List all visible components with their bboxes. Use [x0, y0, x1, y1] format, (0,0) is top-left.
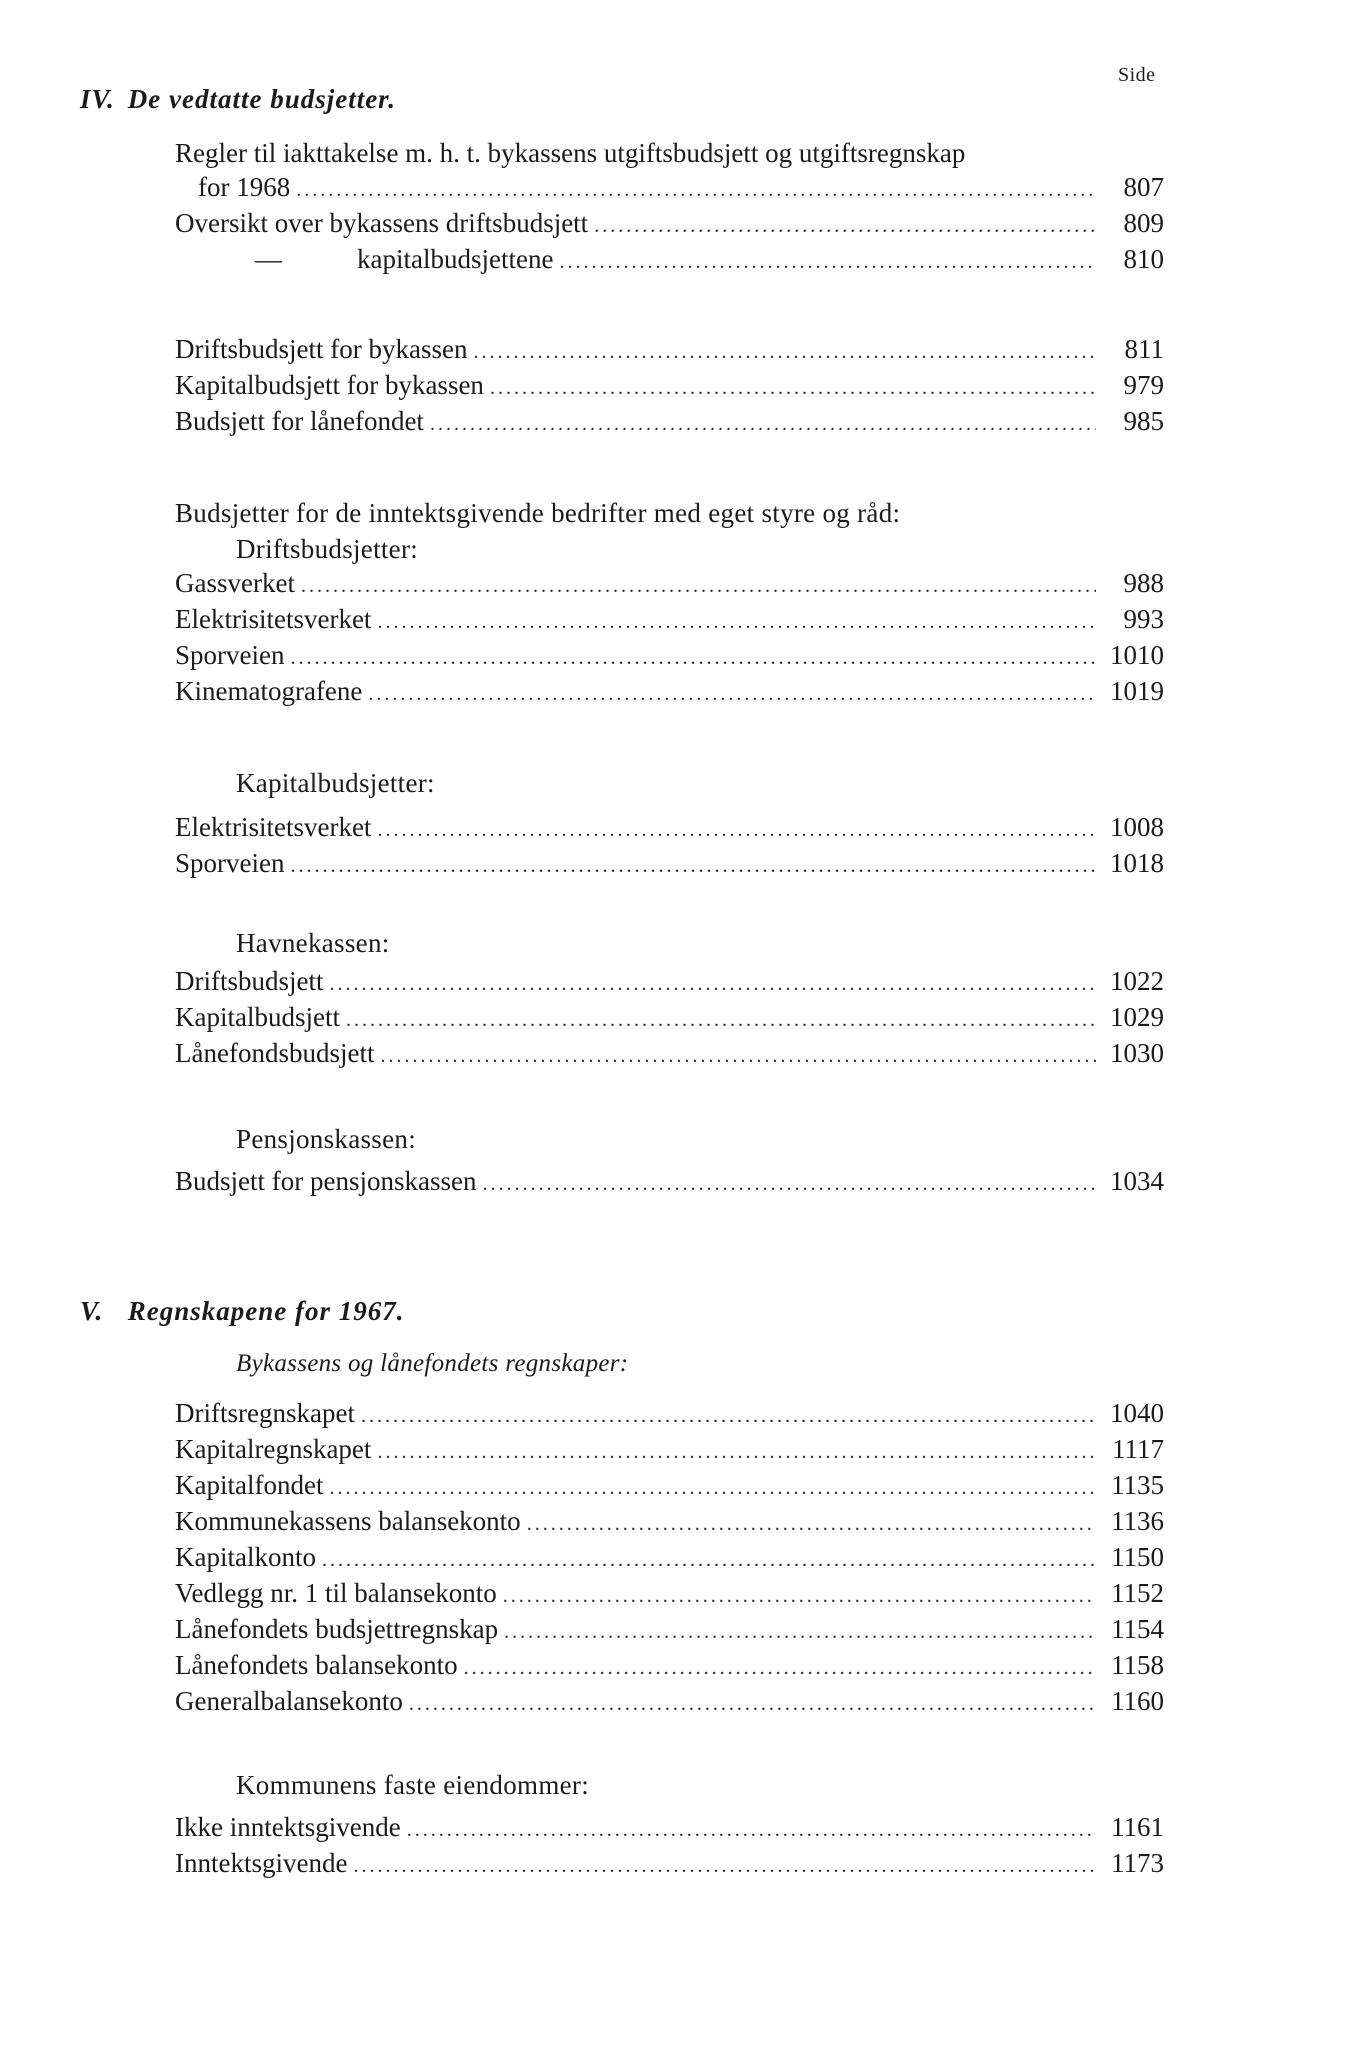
part-v-title: Regnskapene for 1967.: [127, 1296, 405, 1326]
toc-entry-label: Kapitalkonto: [175, 1542, 316, 1572]
toc-entry-label: Kapitalbudsjett for bykassen: [175, 370, 484, 400]
leader-dots: [361, 1405, 1096, 1428]
toc-entry-label: Driftsbudsjett: [175, 966, 324, 996]
toc-entry-label: Driftsbudsjett for bykassen: [175, 334, 468, 364]
leader-dots: [329, 1477, 1096, 1500]
toc-entry-label: Generalbalansekonto: [175, 1686, 403, 1716]
toc-entry[interactable]: [175, 1398, 1164, 1434]
toc-entry[interactable]: [175, 208, 1164, 244]
kapitalbudsjetter-heading: Kapitalbudsjetter:: [236, 768, 435, 798]
leader-dots: [409, 1693, 1096, 1716]
leader-dots: [473, 341, 1096, 364]
toc-entry-page: 979: [1123, 370, 1164, 400]
toc-entry-label: Lånefondets budsjettregnskap: [175, 1614, 499, 1644]
leader-dots: [559, 251, 1096, 274]
toc-entry-page: 1117: [1112, 1434, 1164, 1464]
toc-entry-page: 1010: [1110, 640, 1164, 670]
toc-entry-label: Budsjett for lånefondet: [175, 406, 424, 436]
toc-entry-label: Elektrisitetsverket: [175, 812, 372, 842]
toc-entry-page: 1158: [1111, 1650, 1164, 1680]
rules-intro-line: Regler til iakttakelse m. h. t. bykassens utgiftsbudsjett og utgiftsregnskap: [175, 138, 966, 168]
leader-dots: [504, 1621, 1096, 1644]
toc-entry[interactable]: [175, 812, 1164, 848]
toc-entry-label: kapitalbudsjettene: [357, 244, 554, 274]
toc-entry-page: 988: [1123, 568, 1164, 598]
toc-entry-label: Lånefondets balansekonto: [175, 1650, 458, 1680]
leader-dots: [353, 1855, 1096, 1878]
ditto-dash: —: [255, 244, 282, 274]
toc-entry-page: 1018: [1110, 848, 1164, 878]
leader-dots: [503, 1585, 1096, 1608]
toc-entry[interactable]: [175, 1434, 1164, 1470]
toc-entry-label: Sporveien: [175, 848, 285, 878]
toc-entry-page: 1008: [1110, 812, 1164, 842]
toc-entry[interactable]: [175, 406, 1164, 442]
bykasse-regnskaper-heading: Bykassens og lånefondets regnskaper:: [236, 1350, 629, 1377]
toc-entry[interactable]: [175, 370, 1164, 406]
leader-dots: [346, 1009, 1096, 1032]
toc-entry[interactable]: [175, 1650, 1164, 1686]
toc-entry[interactable]: [175, 966, 1164, 1002]
toc-entry-label: Lånefondsbudsjett: [175, 1038, 375, 1068]
toc-entry-label: Inntektsgivende: [175, 1848, 348, 1878]
leader-dots: [330, 973, 1097, 996]
leader-dots: [527, 1513, 1096, 1536]
leader-dots: [377, 1441, 1096, 1464]
toc-entry[interactable]: [175, 1166, 1164, 1202]
part-v-heading: [80, 1296, 405, 1327]
toc-entry[interactable]: [175, 244, 1164, 280]
toc-entry-page: 993: [1123, 604, 1164, 634]
toc-entry-page: 811: [1124, 334, 1164, 364]
toc-entry[interactable]: [175, 1038, 1164, 1074]
toc-entry-label: Budsjett for pensjonskassen: [175, 1166, 477, 1196]
toc-entry[interactable]: [175, 1578, 1164, 1614]
leader-dots: [380, 1045, 1096, 1068]
side-column-label: Side: [1118, 64, 1156, 86]
toc-entry-label: Driftsregnskapet: [175, 1398, 355, 1428]
leader-dots: [322, 1549, 1096, 1572]
toc-entry[interactable]: [175, 676, 1164, 712]
toc-entry-page: 1161: [1111, 1812, 1164, 1842]
leader-dots: [377, 819, 1096, 842]
leader-dots: [368, 683, 1096, 706]
toc-entry[interactable]: [175, 1542, 1164, 1578]
toc-entry-page: 1152: [1111, 1578, 1164, 1608]
toc-entry-page: 985: [1123, 406, 1164, 436]
toc-entry-label: Kapitalregnskapet: [175, 1434, 372, 1464]
toc-entry-label: Kinematografene: [175, 676, 363, 706]
leader-dots: [290, 647, 1096, 670]
toc-entry-page: 1030: [1110, 1038, 1164, 1068]
part-iv-heading: [80, 84, 396, 115]
toc-entry[interactable]: [175, 640, 1164, 676]
toc-entry-label: Oversikt over bykassens driftsbudsjett: [175, 208, 589, 238]
toc-entry-page: 1154: [1111, 1614, 1164, 1644]
toc-entry-label: Elektrisitetsverket: [175, 604, 372, 634]
toc-entry[interactable]: [198, 172, 1164, 208]
toc-entry-page: 1029: [1110, 1002, 1164, 1032]
toc-entry-label: Kapitalbudsjett: [175, 1002, 340, 1032]
toc-entry-label: Gassverket: [175, 568, 295, 598]
leader-dots: [407, 1819, 1096, 1842]
toc-entry-page: 1034: [1110, 1166, 1164, 1196]
faste-eiendommer-heading: Kommunens faste eiendommer:: [236, 1770, 590, 1800]
toc-entry[interactable]: [175, 1470, 1164, 1506]
toc-entry-page: 1019: [1110, 676, 1164, 706]
leader-dots: [490, 377, 1096, 400]
leader-dots: [430, 413, 1096, 436]
toc-entry-label: Sporveien: [175, 640, 285, 670]
part-iv-roman: IV.: [80, 84, 115, 114]
part-v-roman: V.: [80, 1296, 104, 1326]
toc-entry[interactable]: [175, 568, 1164, 604]
leader-dots: [290, 855, 1096, 878]
leader-dots: [482, 1173, 1096, 1196]
toc-entry-label: Ikke inntektsgivende: [175, 1812, 401, 1842]
pensjonskassen-heading: Pensjonskassen:: [236, 1124, 416, 1154]
leader-dots: [594, 215, 1096, 238]
toc-entry-page: 1173: [1111, 1848, 1164, 1878]
bedrifter-intro: Budsjetter for de inntektsgivende bedrifter med eget styre og råd:: [175, 498, 901, 528]
toc-entry[interactable]: [175, 1686, 1164, 1722]
toc-entry[interactable]: [175, 848, 1164, 884]
toc-entry[interactable]: [175, 1614, 1164, 1650]
toc-entry-label: Vedlegg nr. 1 til balansekonto: [175, 1578, 497, 1608]
driftsbudsjetter-heading: Driftsbudsjetter:: [236, 534, 419, 564]
toc-entry-label: Kapitalfondet: [175, 1470, 324, 1500]
toc-entry-page: 807: [1123, 172, 1164, 202]
toc-entry[interactable]: [175, 334, 1164, 370]
toc-entry[interactable]: [175, 604, 1164, 640]
leader-dots: [464, 1657, 1096, 1680]
toc-entry[interactable]: [175, 1812, 1164, 1848]
leader-dots: [296, 179, 1096, 202]
leader-dots: [301, 575, 1096, 598]
toc-entry-page: 1022: [1110, 966, 1164, 996]
toc-entry-page: 1040: [1110, 1398, 1164, 1428]
toc-entry-page: 809: [1123, 208, 1164, 238]
toc-entry-page: 1135: [1111, 1470, 1164, 1500]
toc-entry[interactable]: [175, 1002, 1164, 1038]
toc-entry[interactable]: [175, 1506, 1164, 1542]
toc-entry-page: 1150: [1111, 1542, 1164, 1572]
toc-entry-label: Kommunekassens balansekonto: [175, 1506, 521, 1536]
havnekassen-heading: Havnekassen:: [236, 928, 390, 958]
toc-entry[interactable]: [175, 1848, 1164, 1884]
toc-entry-label: for 1968: [198, 172, 291, 202]
toc-entry-page: 1136: [1111, 1506, 1164, 1536]
part-iv-title: De vedtatte budsjetter.: [127, 84, 396, 114]
toc-entry-page: 1160: [1111, 1686, 1164, 1716]
leader-dots: [377, 611, 1096, 634]
toc-entry-page: 810: [1123, 244, 1164, 274]
